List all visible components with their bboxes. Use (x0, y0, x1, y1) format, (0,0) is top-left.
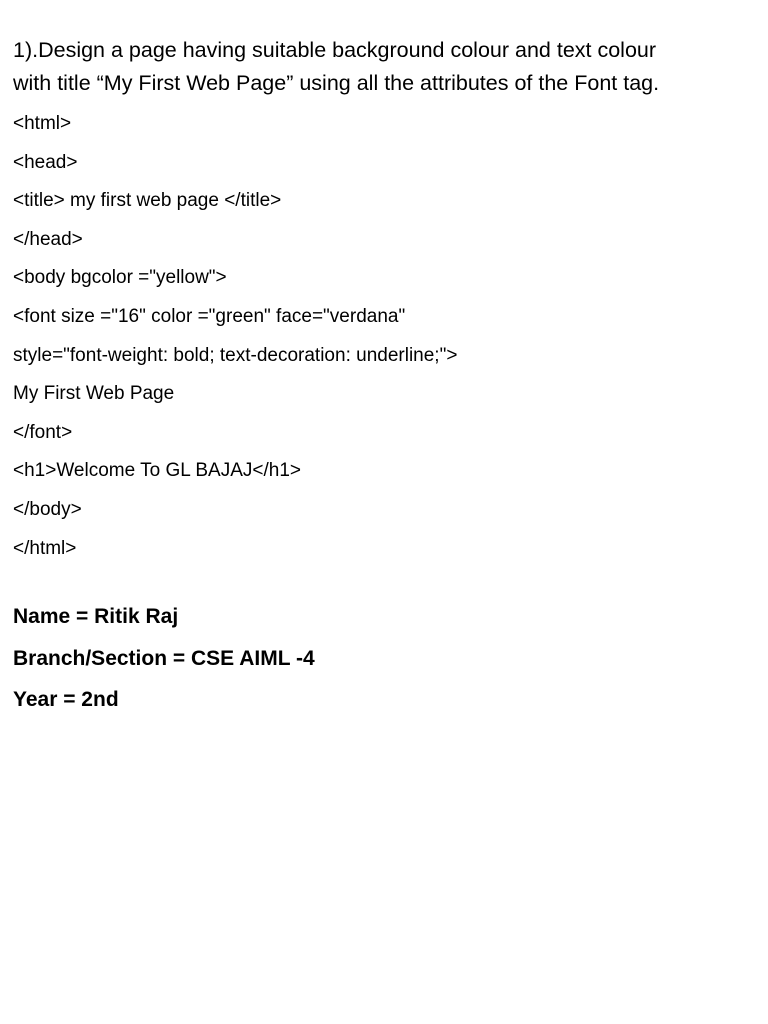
student-name: Name = Ritik Raj (13, 605, 179, 629)
code-line-html-close: </html> (13, 537, 77, 559)
code-line-font-close: </font> (13, 421, 73, 443)
code-line-head-open: <head> (13, 151, 78, 173)
code-line-h1: <h1>Welcome To GL BAJAJ</h1> (13, 460, 301, 482)
code-line-font-text: My First Web Page (13, 383, 175, 405)
code-block (13, 105, 758, 568)
code-line-head-close: </head> (13, 228, 83, 250)
code-line-font-style: style="font-weight: bold; text-decoration: underline;"> (13, 344, 458, 366)
question-line-1: 1).Design a page having suitable background colour and text colour (13, 38, 657, 62)
code-line-html-open: <html> (13, 113, 72, 134)
question-text (13, 34, 758, 100)
student-branch: Branch/Section = CSE AIML -4 (13, 646, 315, 670)
student-info (13, 596, 758, 721)
student-year: Year = 2nd (13, 688, 119, 712)
document-content (13, 34, 758, 721)
code-line-body-close: </body> (13, 498, 82, 520)
code-line-font-open: <font size ="16" color ="green" face="verdana" (13, 305, 406, 327)
code-line-body-open: <body bgcolor ="yellow"> (13, 267, 227, 289)
question-line-2: with title “My First Web Page” using all the attributes of the Font tag. (13, 71, 660, 95)
code-line-title: <title> my first web page </title> (13, 190, 282, 212)
